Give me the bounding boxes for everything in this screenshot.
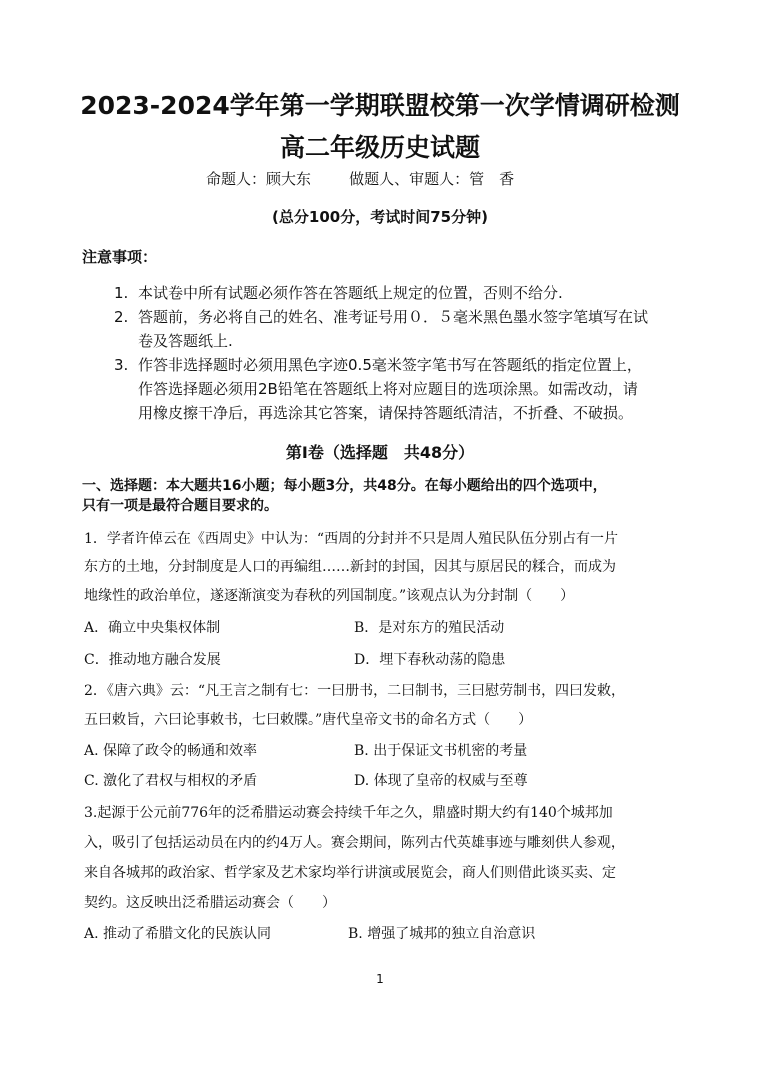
notice-item-line: 卷及答题纸上. <box>138 332 233 350</box>
question-1-line: 地缘性的政治单位，遂逐渐演变为春秋的列国制度。”该观点认为分封制（ ） <box>84 588 575 604</box>
notice-item-number: 1. <box>114 284 129 302</box>
question-author: 命题人：顾大东 <box>206 170 312 188</box>
notice-item-line: 作答选择题必须用2B铅笔在答题纸上将对应题目的选项涂黑。如需改动，请 <box>138 380 638 398</box>
question-2-option-a: A. 保障了政令的畅通和效率 <box>84 743 258 759</box>
exam-subtitle: 高二年级历史试题 <box>279 133 480 162</box>
question-1-option-b: B．是对东方的殖民活动 <box>354 620 505 636</box>
question-1-option-d: D．埋下春秋动荡的隐患 <box>354 652 506 668</box>
question-1-option-a: A．确立中央集权体制 <box>84 620 221 636</box>
notice-item-line: 答题前，务必将自己的姓名、准考证号用０．５毫米黑色墨水签字笔填写在试 <box>138 308 649 326</box>
question-1-option-c: C．推动地方融合发展 <box>84 652 221 668</box>
notice-title: 注意事项： <box>82 248 158 266</box>
question-2-line: 2．《唐六典》云：“凡王言之制有七：一曰册书，二曰制书，三曰慰劳制书，四曰发敕， <box>84 683 626 699</box>
question-2-option-d: D. 体现了皇帝的权威与至尊 <box>354 773 528 789</box>
question-reviewer: 做题人、审题人：管 香 <box>349 170 515 188</box>
question-1-line: 东方的土地，分封制度是人口的再编组……新封的封国，因其与原居民的糅合，而成为 <box>84 559 616 575</box>
notice-item <box>114 281 694 305</box>
notice-item-number: 2. <box>114 308 129 326</box>
part-instructions-line: 只有一项是最符合题目要求的。 <box>82 498 278 514</box>
question-3-option-a: A. 推动了希腊文化的民族认同 <box>84 926 272 942</box>
question-2-line: 五曰敕旨，六曰论事敕书，七曰敕牒。”唐代皇帝文书的命名方式（ ） <box>84 712 533 728</box>
question-3-line: 来自各城邦的政治家、哲学家及艺术家均举行讲演或展览会，商人们则借此谈买卖、定 <box>84 865 616 881</box>
notice-item-line: 作答非选择题时必须用黑色字迹0.5毫米签字笔书写在答题纸的指定位置上， <box>138 356 642 374</box>
part-instructions <box>82 476 682 516</box>
section-title: 第Ⅰ卷（选择题 共48分） <box>285 443 475 462</box>
exam-title: 2023-2024学年第一学期联盟校第一次学情调研检测 <box>80 91 680 120</box>
score-note: (总分100分，考试时间75分钟) <box>272 208 488 226</box>
question-3-line: 契约。这反映出泛希腊运动赛会（ ） <box>84 895 336 911</box>
question-3-line: 3.起源于公元前776年的泛希腊运动赛会持续千年之久，鼎盛时期大约有140个城邦加 <box>84 805 613 821</box>
part-instructions-line: 一、选择题：本大题共16小题；每小题3分，共48分。在每小题给出的四个选项中， <box>82 478 607 494</box>
question-3-line: 入，吸引了包括运动员在内的约4万人。赛会期间，陈列古代英雄事迹与雕刻供人参观， <box>84 835 625 851</box>
author-line <box>206 168 514 189</box>
notice-item-line: 本试卷中所有试题必须作答在答题纸上规定的位置，否则不给分. <box>138 284 563 302</box>
question-3-option-b: B. 增强了城邦的独立自治意识 <box>348 926 536 942</box>
notice-item <box>114 305 694 353</box>
notice-item <box>114 353 694 425</box>
notice-item-number: 3. <box>114 356 129 374</box>
notice-item-line: 用橡皮擦干净后，再选涂其它答案，请保持答题纸清洁，不折叠、不破损。 <box>138 404 634 422</box>
question-2-option-b: B. 出于保证文书机密的考量 <box>354 743 528 759</box>
question-1-line: 1．学者许倬云在《西周史》中认为：“西周的分封并不只是周人殖民队伍分别占有一片 <box>84 531 619 547</box>
question-2-option-c: C. 激化了君权与相权的矛盾 <box>84 773 258 789</box>
page-number: 1 <box>376 972 384 986</box>
